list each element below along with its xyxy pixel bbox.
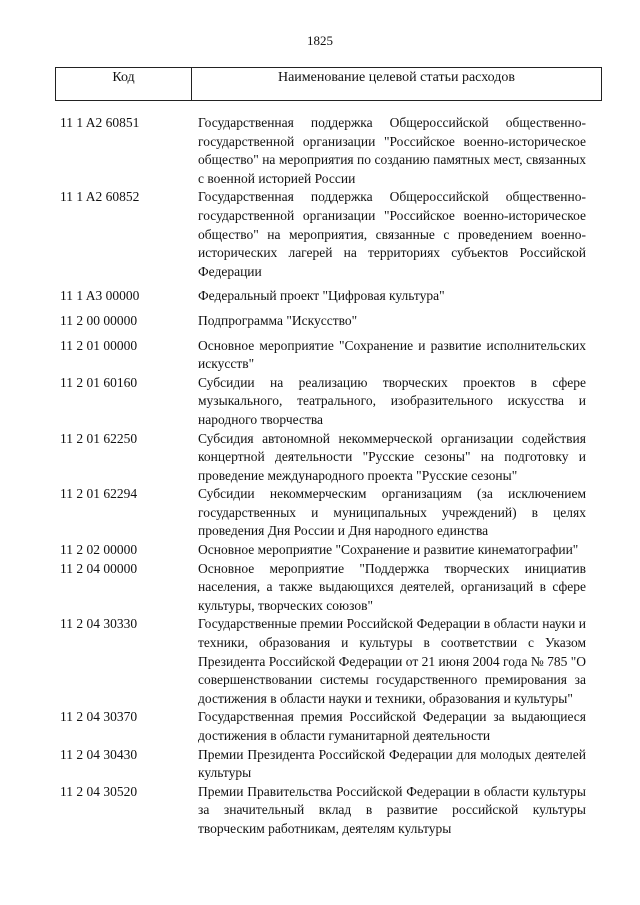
- row-name: Государственная поддержка Общероссийской общественно-государственной организации "Российское военно-историческое общество" на мероприятия, связанные с проведением военно-исторических лагерей на территориях субъектов Российской Федерации: [198, 189, 586, 279]
- row-code: 11 2 01 00000: [60, 337, 138, 353]
- row-name: Субсидии некоммерческим организациям (за исключением государственных и муниципальных учреждений) в целях проведения Дня России и Дня народного единства: [198, 486, 586, 539]
- header-code: Код: [56, 68, 192, 100]
- row-name: Субсидия автономной некоммерческой организации содействия концертной деятельности "Русские сезоны" на подготовку и проведение международного проекта "Русские сезоны": [198, 430, 586, 483]
- row-code: 11 2 01 62294: [60, 486, 138, 502]
- row-name: Основное мероприятие "Сохранение и развитие исполнительских искусств": [198, 337, 586, 372]
- table-row: [60, 312, 590, 331]
- header-name: Наименование целевой статьи расходов: [277, 70, 516, 85]
- table-row: [60, 541, 590, 560]
- row-name: Подпрограмма "Искусство": [198, 312, 358, 328]
- table-body: [60, 114, 590, 839]
- table-row: [60, 188, 590, 281]
- row-name: Государственные премии Российской Федерации в области науки и техники, образования и культуры в соответствии с Указом Президента Российской Федерации от 21 июня 2004 года № 785 "О совершенствовании системы государственного премирования за достижения в области науки и техники, образования и культуры": [198, 616, 586, 706]
- row-code: 11 2 04 30430: [60, 746, 138, 762]
- row-code: 11 1 A2 60851: [60, 115, 140, 130]
- table-row: [60, 287, 590, 306]
- table-row: [60, 708, 590, 745]
- table-row: [60, 746, 590, 783]
- row-name: Премии Президента Российской Федерации для молодых деятелей культуры: [198, 746, 586, 781]
- row-code: 11 1 A2 60852: [60, 189, 140, 205]
- page-number: 1825: [307, 33, 333, 48]
- row-code: 11 2 01 60160: [60, 374, 138, 390]
- table-row: [60, 374, 590, 430]
- row-name: Субсидии на реализацию творческих проектов в сфере музыкального, театрального, изобразительного искусства и народного творчества: [198, 374, 586, 427]
- table-row: [60, 485, 590, 541]
- table-row: [60, 337, 590, 374]
- row-code: 11 2 04 30370: [60, 709, 138, 725]
- row-name: Основное мероприятие "Поддержка творческих инициатив населения, а также выдающихся деятелей, организаций в сфере культуры, творческих союзов": [198, 560, 586, 613]
- row-code: 11 1 A3 00000: [60, 288, 140, 304]
- table-row: [60, 430, 590, 486]
- row-name: Государственная поддержка Общероссийской общественно-государственной организации "Российское военно-историческое общество" на мероприятия по созданию памятных мест, связанных с военной историей России: [198, 115, 586, 186]
- row-code: 11 2 02 00000: [60, 542, 138, 558]
- row-name: Государственная премия Российской Федерации за выдающиеся достижения в области гуманитарной деятельности: [198, 709, 586, 743]
- table-row: [60, 560, 590, 616]
- table-row: [60, 615, 590, 708]
- table-row: [60, 114, 590, 188]
- table-header: [55, 67, 602, 101]
- row-code: 11 2 00 00000: [60, 312, 138, 328]
- row-code: 11 2 01 62250: [60, 430, 138, 446]
- row-code: 11 2 04 00000: [60, 560, 138, 576]
- row-name: Премии Правительства Российской Федерации в области культуры за значительный вклад в развитие российской культуры творческим работникам, деятелям культуры: [198, 783, 586, 836]
- row-name: Основное мероприятие "Сохранение и развитие кинематографии": [198, 542, 579, 558]
- row-code: 11 2 04 30330: [60, 616, 138, 632]
- table-row: [60, 783, 590, 839]
- row-code: 11 2 04 30520: [60, 783, 138, 799]
- row-name: Федеральный проект "Цифровая культура": [198, 288, 445, 304]
